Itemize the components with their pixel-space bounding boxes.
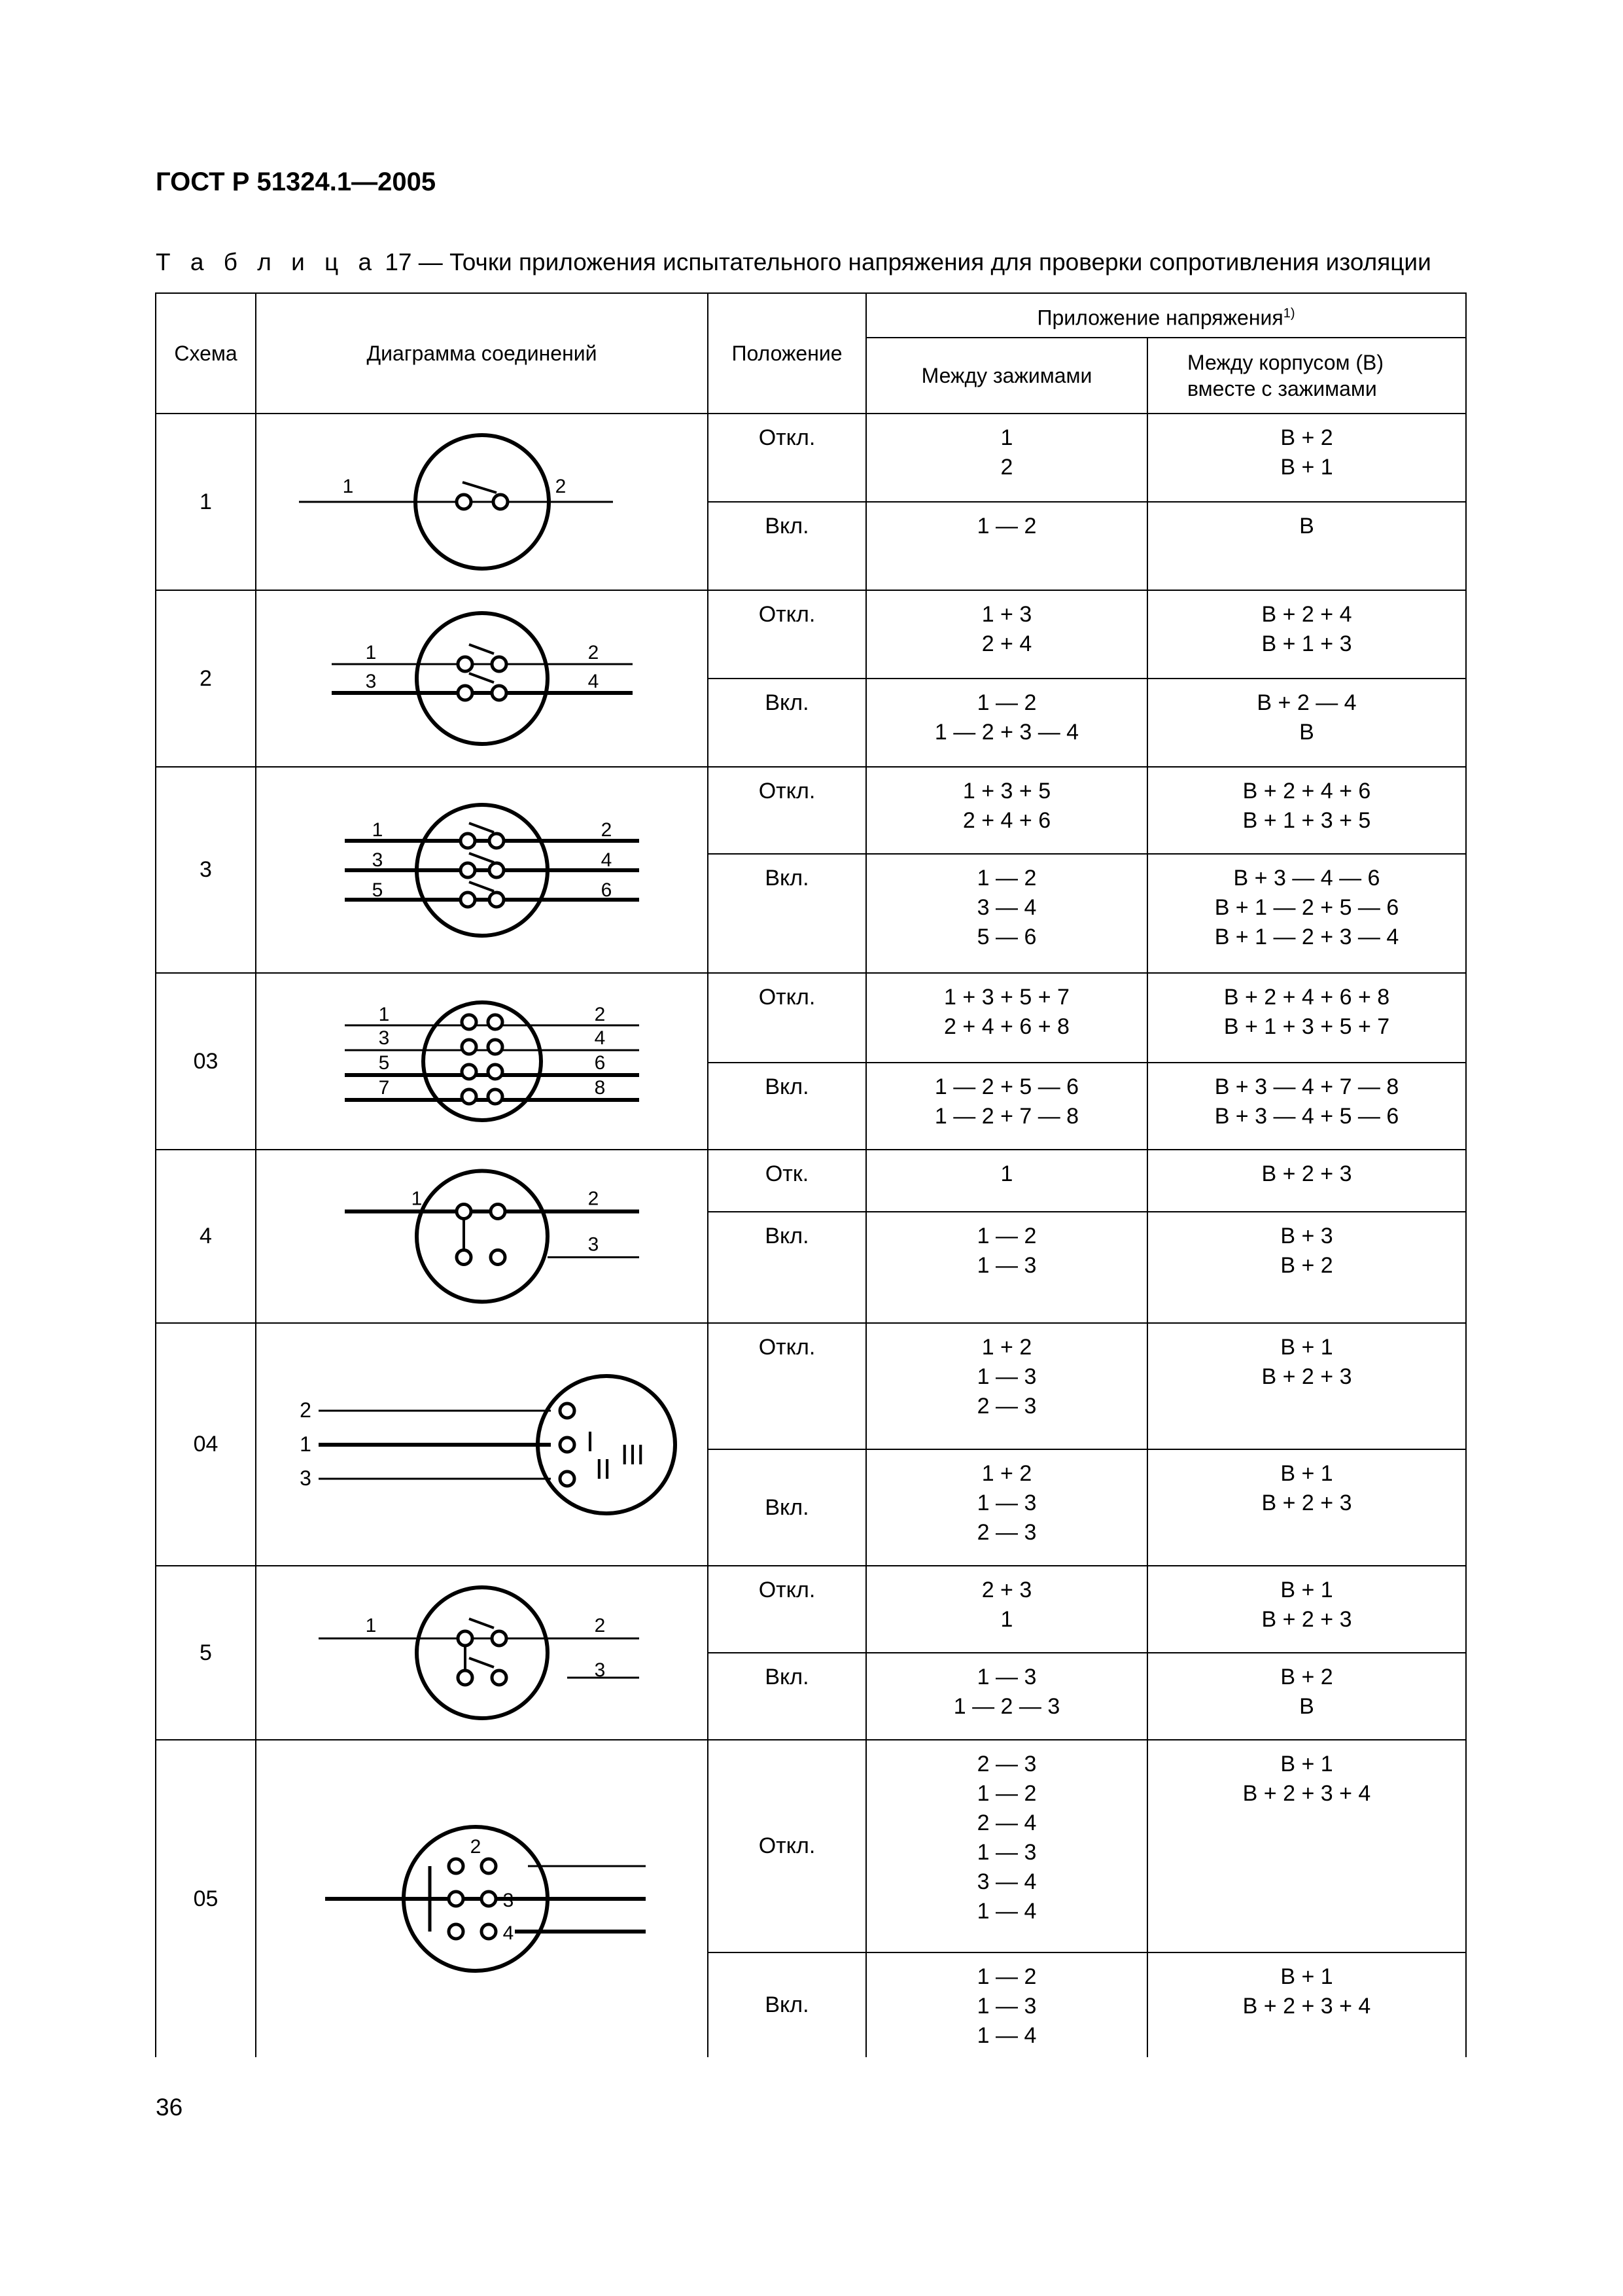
scheme-cell: 05: [156, 1740, 256, 2057]
contact-terminal: [560, 1404, 574, 1418]
contact-terminal: [462, 1015, 476, 1029]
terminals-off: [866, 1566, 1147, 1653]
value-line: 1 + 2: [981, 1461, 1032, 1486]
value-line: 1 — 3: [977, 1665, 1037, 1689]
terminal-label: 4: [502, 1922, 514, 1944]
body-off: [1147, 1566, 1466, 1653]
value-line: 1 + 3 + 5: [962, 779, 1051, 804]
contact-terminal: [458, 1631, 472, 1646]
value-line: 1 — 2: [977, 514, 1037, 539]
value-line: 1 + 2: [981, 1335, 1032, 1360]
contact-terminal: [462, 1089, 476, 1104]
contact-terminal: [493, 495, 508, 509]
col-header-voltage: [866, 293, 1466, 338]
value-line: B + 1 + 3 + 5: [1242, 808, 1371, 833]
body-on: [1147, 1449, 1466, 1566]
position-on: Вкл.: [708, 1063, 866, 1150]
value-line: 1 — 2 + 5 — 6: [934, 1074, 1079, 1099]
terminal-label: 3: [365, 671, 376, 692]
diagram-cell: [256, 1150, 708, 1323]
test-voltage-table: [155, 292, 1467, 2057]
value-line: B: [1299, 720, 1314, 745]
contact-terminal: [560, 1438, 574, 1452]
contact-terminal: [457, 495, 471, 509]
position-off: Откл.: [708, 1323, 866, 1449]
position-on: Вкл.: [708, 1653, 866, 1740]
value-line: B + 2 — 4: [1257, 690, 1357, 715]
value-line: B + 2: [1280, 1253, 1333, 1278]
table-caption: [156, 249, 1431, 276]
contact-terminal: [458, 686, 472, 700]
terminal-label: III: [620, 1438, 644, 1471]
position-on: Вкл.: [708, 1952, 866, 2057]
value-line: B + 2 + 3 + 4: [1242, 1994, 1371, 2019]
value-line: B + 1: [1280, 1335, 1333, 1360]
table-row: [156, 1566, 1466, 1653]
position-off: Откл.: [708, 590, 866, 679]
table-row: [156, 973, 1466, 1063]
position-on: Вкл.: [708, 854, 866, 973]
contact-terminal: [492, 1670, 506, 1685]
diagram-cell: [256, 973, 708, 1150]
contact-terminal: [481, 1924, 496, 1939]
value-line: B + 1: [1280, 455, 1333, 480]
value-line: 2 — 3: [977, 1394, 1037, 1419]
terminal-label: 3: [594, 1659, 605, 1681]
terminal-label: 3: [299, 1466, 311, 1490]
contact-terminal: [491, 1205, 505, 1219]
table-row: [156, 590, 1466, 679]
terminal-label: 2: [555, 476, 566, 497]
diagram-cell: [256, 1740, 708, 2057]
contact-terminal: [489, 863, 504, 877]
connection-diagram: [279, 1153, 685, 1320]
position-on: Вкл.: [708, 679, 866, 767]
scheme-cell: 5: [156, 1566, 256, 1740]
value-line: 2 + 4 + 6: [962, 808, 1051, 833]
caption-label: Т а б л и ц а: [156, 249, 379, 275]
terminals-on: [866, 854, 1147, 973]
value-line: 5 — 6: [977, 925, 1037, 949]
terminal-label: 2: [587, 642, 599, 663]
value-line: 1 — 3: [977, 1491, 1037, 1515]
value-line: B + 2 + 3: [1261, 1161, 1352, 1186]
terminal-label: 1: [365, 1615, 376, 1636]
table-row: [156, 1150, 1466, 1212]
terminals-off: [866, 767, 1147, 854]
value-line: 1: [1000, 1607, 1013, 1632]
contact-terminal: [488, 1040, 502, 1054]
value-line: B + 2: [1280, 425, 1333, 450]
contact-terminal: [492, 686, 506, 700]
value-line: 1: [1000, 1161, 1013, 1186]
contact-terminal: [481, 1892, 496, 1906]
value-line: B + 2 + 3: [1261, 1607, 1352, 1632]
col-header-diagram: Диаграмма соединений: [256, 293, 708, 414]
diagram-cell: [256, 414, 708, 590]
terminals-on: [866, 1952, 1147, 2057]
body-on: [1147, 1952, 1466, 2057]
value-line: B: [1299, 1694, 1314, 1719]
contact-terminal: [449, 1859, 463, 1873]
body-on: [1147, 502, 1466, 590]
position-off: Откл.: [708, 767, 866, 854]
value-line: 1 — 2: [977, 1781, 1037, 1806]
contact-terminal: [461, 892, 475, 907]
footnote-marker: 1): [1283, 306, 1295, 321]
contact-terminal: [461, 834, 475, 848]
value-line: B + 2 + 3 + 4: [1242, 1781, 1371, 1806]
connection-diagram: [279, 1347, 685, 1543]
body-off: [1147, 590, 1466, 679]
position-off: Откл.: [708, 414, 866, 502]
body-on: [1147, 1212, 1466, 1323]
contact-terminal: [560, 1472, 574, 1486]
caption-text: — Точки приложения испытательного напряжения для проверки сопротивления изоляции: [418, 249, 1431, 275]
scheme-cell: 4: [156, 1150, 256, 1323]
terminal-label: 6: [601, 879, 612, 901]
value-line: 1 — 2 — 3: [953, 1694, 1060, 1719]
value-line: 1 + 3: [981, 602, 1032, 627]
housing-circle: [423, 1002, 541, 1120]
body-off: [1147, 767, 1466, 854]
value-line: 1 — 3: [977, 1840, 1037, 1865]
value-line: 2 — 3: [977, 1520, 1037, 1545]
body-on: [1147, 854, 1466, 973]
value-line: B + 3: [1280, 1224, 1333, 1248]
contact-terminal: [457, 1205, 471, 1219]
value-line: 1 — 2: [977, 1964, 1037, 1989]
value-line: B + 2: [1280, 1665, 1333, 1689]
terminals-off: [866, 1740, 1147, 1952]
terminals-on: [866, 502, 1147, 590]
value-line: 1 + 3 + 5 + 7: [944, 985, 1070, 1010]
housing-circle: [417, 1171, 548, 1302]
contact-terminal: [462, 1065, 476, 1079]
terminal-label: I: [585, 1425, 594, 1458]
value-line: B + 2 + 3: [1261, 1364, 1352, 1389]
terminal-label: 1: [372, 819, 383, 841]
body-off: [1147, 973, 1466, 1063]
diagram-cell: [256, 1566, 708, 1740]
value-line: 3 — 4: [977, 1869, 1037, 1894]
terminal-label: 8: [594, 1077, 605, 1099]
body-off: [1147, 1323, 1466, 1449]
contact-terminal: [449, 1924, 463, 1939]
value-line: B + 1 + 3: [1261, 631, 1352, 656]
value-line: 1: [1000, 425, 1013, 450]
diagram-cell: [256, 1323, 708, 1566]
connection-diagram: [279, 1569, 685, 1737]
document-header: ГОСТ Р 51324.1—2005: [156, 168, 436, 196]
position-off: Откл.: [708, 1740, 866, 1952]
value-line: B + 1 — 2 + 5 — 6: [1214, 895, 1399, 920]
terminal-label: 2: [594, 1004, 605, 1025]
caption-number: 17: [385, 249, 412, 275]
terminal-label: 5: [378, 1052, 389, 1074]
table-row: [156, 1323, 1466, 1449]
body-off: [1147, 414, 1466, 502]
terminal-label: 2: [587, 1188, 599, 1210]
value-line: B + 1 — 2 + 3 — 4: [1214, 925, 1399, 949]
terminal-label: 4: [587, 671, 599, 692]
value-line: 1 — 2: [977, 1224, 1037, 1248]
position-on: Вкл.: [708, 1449, 866, 1566]
value-line: B + 1: [1280, 1752, 1333, 1776]
value-line: 1 — 2: [977, 690, 1037, 715]
value-line: 2 — 3: [977, 1752, 1037, 1776]
terminal-label: 3: [378, 1027, 389, 1049]
value-line: 1 — 2: [977, 866, 1037, 891]
terminal-label: II: [595, 1453, 611, 1485]
terminal-label: 5: [372, 879, 383, 901]
contact-terminal: [458, 1670, 472, 1685]
col-header-position: Положение: [708, 293, 866, 414]
connection-diagram: [279, 772, 685, 968]
terminals-off: [866, 414, 1147, 502]
terminal-label: 4: [594, 1027, 605, 1049]
body-off: [1147, 1150, 1466, 1212]
terminals-on: [866, 1653, 1147, 1740]
contact-terminal: [491, 1250, 505, 1265]
connection-diagram: [279, 976, 685, 1146]
terminals-off: [866, 973, 1147, 1063]
terminal-label: 7: [378, 1077, 389, 1099]
position-on: Вкл.: [708, 1212, 866, 1323]
terminal-label: 1: [342, 476, 353, 497]
scheme-cell: 03: [156, 973, 256, 1150]
terminals-on: [866, 679, 1147, 767]
contact-terminal: [458, 657, 472, 671]
value-line: B: [1299, 514, 1314, 539]
terminal-label: 2: [601, 819, 612, 841]
contact-terminal: [488, 1089, 502, 1104]
value-line: B + 2 + 4 + 6 + 8: [1223, 985, 1390, 1010]
value-line: 1 — 4: [977, 1899, 1037, 1924]
position-off: Откл.: [708, 973, 866, 1063]
terminal-label: 1: [411, 1188, 422, 1210]
col-header-between-body: [1147, 338, 1466, 414]
value-line: B + 1: [1280, 1461, 1333, 1486]
terminal-label: 2: [299, 1398, 311, 1422]
contact-terminal: [481, 1859, 496, 1873]
value-line: 3 — 4: [977, 895, 1037, 920]
value-line: 2: [1000, 455, 1013, 480]
value-line: 2 + 4: [981, 631, 1032, 656]
terminals-off: [866, 590, 1147, 679]
contact-terminal: [488, 1065, 502, 1079]
scheme-cell: 3: [156, 767, 256, 973]
terminal-label: 6: [594, 1052, 605, 1074]
value-line: B + 3 — 4 + 7 — 8: [1214, 1074, 1399, 1099]
diagram-cell: [256, 767, 708, 973]
table-row: [156, 767, 1466, 854]
position-on: Вкл.: [708, 502, 866, 590]
housing-circle: [417, 1587, 548, 1718]
terminal-label: 1: [378, 1004, 389, 1025]
value-line: 1 — 3: [977, 1364, 1037, 1389]
value-line: B + 1: [1280, 1964, 1333, 1989]
terminal-label: 1: [365, 642, 376, 663]
between-body-text: Между корпусом (B) вместе с зажимами: [1187, 351, 1384, 400]
value-line: 1 — 2 + 3 — 4: [934, 720, 1079, 745]
terminals-off: [866, 1150, 1147, 1212]
scheme-cell: 1: [156, 414, 256, 590]
terminal-label: 2: [470, 1836, 481, 1858]
value-line: 1 — 3: [977, 1253, 1037, 1278]
body-on: [1147, 679, 1466, 767]
terminal-label: 2: [594, 1615, 605, 1636]
scheme-cell: 04: [156, 1323, 256, 1566]
position-off: Отк.: [708, 1150, 866, 1212]
body-on: [1147, 1063, 1466, 1150]
contact-terminal: [461, 863, 475, 877]
contact-terminal: [489, 892, 504, 907]
voltage-header-text: Приложение напряжения: [1037, 306, 1283, 330]
diagram-cell: [256, 590, 708, 767]
value-line: 2 — 4: [977, 1810, 1037, 1835]
contact-terminal: [492, 657, 506, 671]
value-line: 1 — 4: [977, 2023, 1037, 2048]
terminals-on: [866, 1212, 1147, 1323]
connection-diagram: [279, 593, 685, 764]
terminal-label: 3: [372, 849, 383, 871]
scheme-cell: 2: [156, 590, 256, 767]
connection-diagram: [279, 1801, 685, 1997]
table-row: [156, 1740, 1466, 1952]
terminals-on: [866, 1449, 1147, 1566]
terminal-label: 3: [587, 1233, 599, 1256]
terminal-label: 1: [299, 1432, 311, 1456]
value-line: B + 1: [1280, 1578, 1333, 1602]
col-header-between-terminals: Между зажимами: [866, 338, 1147, 414]
value-line: B + 1 + 3 + 5 + 7: [1223, 1014, 1390, 1039]
contact-terminal: [449, 1892, 463, 1906]
value-line: B + 2 + 4 + 6: [1242, 779, 1371, 804]
value-line: B + 3 — 4 + 5 — 6: [1214, 1104, 1399, 1129]
value-line: B + 2 + 4: [1261, 602, 1352, 627]
contact-terminal: [492, 1631, 506, 1646]
value-line: 2 + 4 + 6 + 8: [944, 1014, 1070, 1039]
terminals-off: [866, 1323, 1147, 1449]
body-off: [1147, 1740, 1466, 1952]
value-line: B + 2 + 3: [1261, 1491, 1352, 1515]
value-line: 1 — 3: [977, 1994, 1037, 2019]
value-line: 2 + 3: [981, 1578, 1032, 1602]
terminal-label: 4: [601, 849, 612, 871]
contact-terminal: [457, 1250, 471, 1265]
connection-diagram: [279, 417, 685, 587]
contact-terminal: [462, 1040, 476, 1054]
table-row: [156, 414, 1466, 502]
terminal-label: 3: [502, 1890, 514, 1911]
col-header-scheme: Схема: [156, 293, 256, 414]
terminals-on: [866, 1063, 1147, 1150]
page-number: 36: [156, 2094, 183, 2121]
value-line: 1 — 2 + 7 — 8: [934, 1104, 1079, 1129]
value-line: B + 3 — 4 — 6: [1233, 866, 1380, 891]
contact-terminal: [488, 1015, 502, 1029]
contact-terminal: [489, 834, 504, 848]
position-off: Откл.: [708, 1566, 866, 1653]
body-on: [1147, 1653, 1466, 1740]
